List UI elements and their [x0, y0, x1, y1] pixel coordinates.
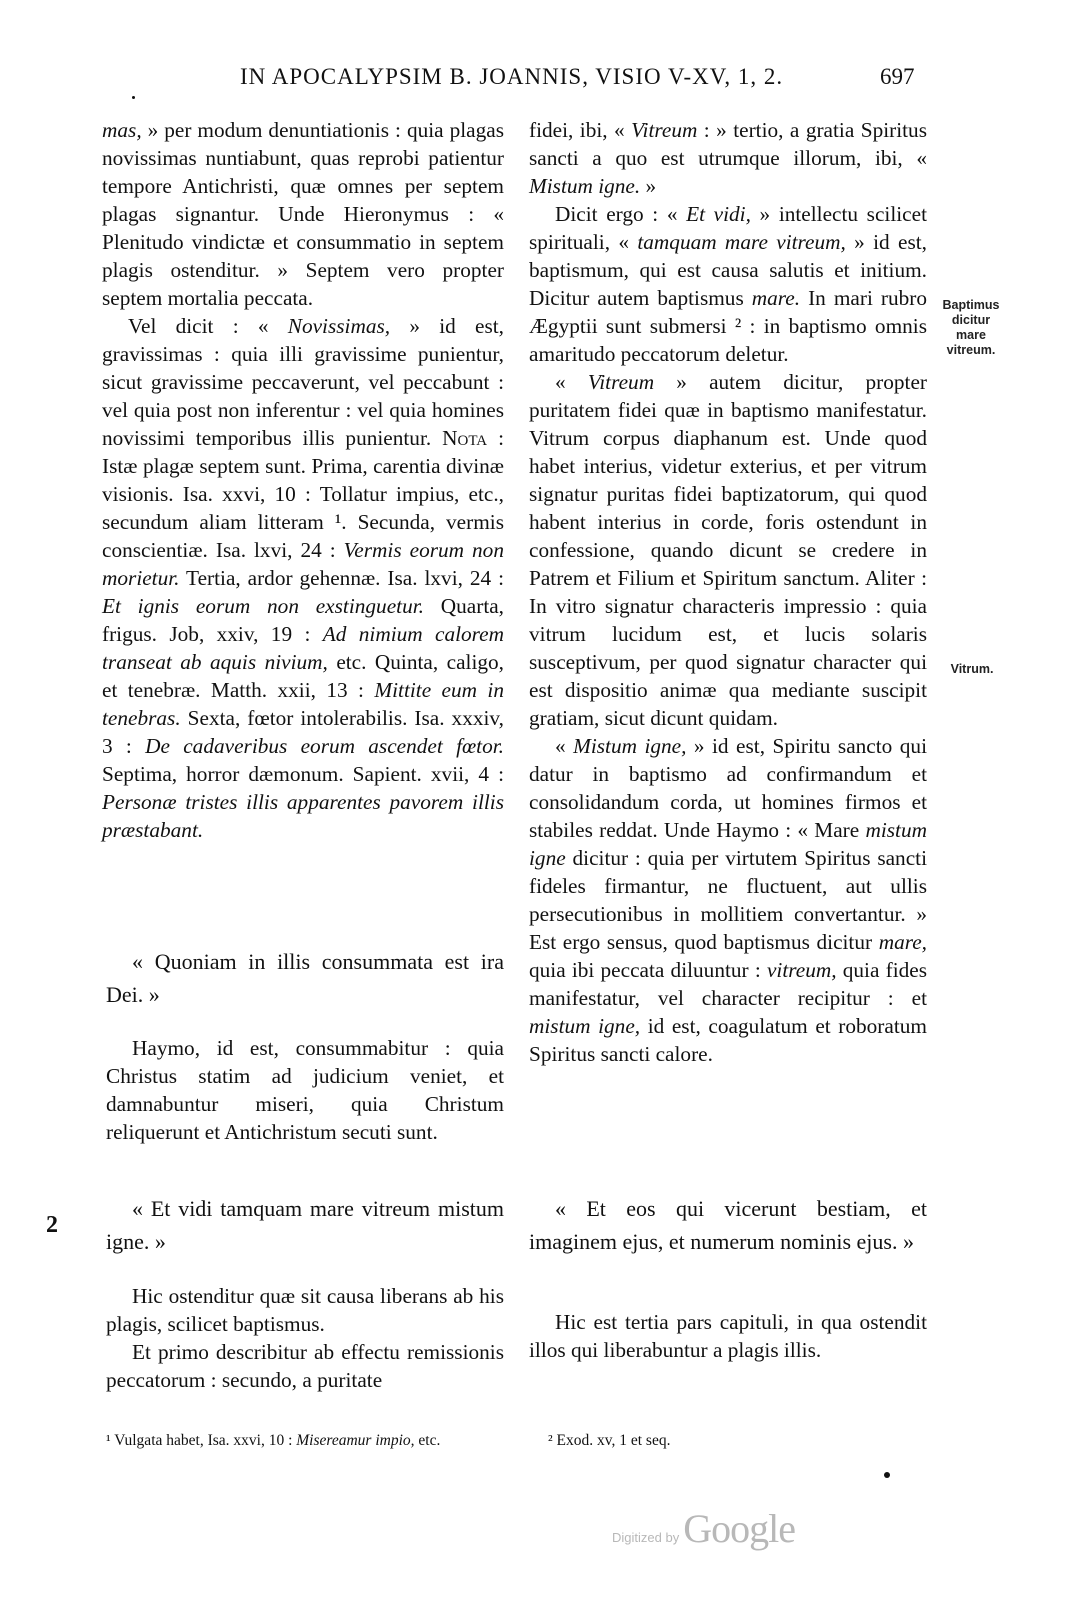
right-paragraph-1: fidei, ibi, « Vitreum : » tertio, a gratia Spiritus sancti a quo est utrumque illorum, ibi, « Mistum igne. » — [529, 118, 927, 198]
margin-note-baptismus: Baptimus dicitur mare vitreum. — [942, 298, 1000, 357]
left-paragraph-2: Vel dicit : « Novissimas, » id est, gravissimas : quia illi gravissime punientur, sicut gravissime peccaverunt, vel peccabunt : vel quia post non inferentur : vel quia homines novissimi temporibus illis punientur. Nota : Istæ plagæ septem sunt. Prima, carentia divinæ visionis. Isa. xxvi, 10 : Tollatur impius, etc., secundum aliam litteram ¹. Secunda, vermis conscientiæ. Isa. lxvi, 24 : Vermis eorum non morietur. Tertia, ardor gehennæ. Isa. lxvi, 24 : Et ignis eorum non exstinguetur. Quarta, frigus. Job, xxiv, 19 : Ad nimium calorem transeat ab aquis nivium, etc. Quinta, caligo, et tenebræ. Matth. xxii, 13 : Mittite eum in tenebras. Sexta, fœtor intolerabilis. Isa. xxxiv, 3 : De cadaveribus eorum ascendet fœtor. Septima, horror dæmonum. Sapient. xvii, 4 : Personæ tristes illis apparentes pavorem illis præstabant. — [102, 314, 505, 842]
google-logo: Google — [683, 1506, 795, 1551]
ink-speck — [132, 96, 135, 99]
running-header: IN APOCALYPSIM B. JOANNIS, VISIO V-XV, 1, 2. — [240, 64, 784, 89]
scripture-quote-mare-vitreum: « Et vidi tamquam mare vitreum mistum igne. » — [106, 1196, 504, 1254]
left-paragraph-1: mas, » per modum denuntiationis : quia plagas novissimas nuntiabunt, quas reprobi patientur tempore Antichristi, quæ omnes per septem plagas signantur. Unde Hieronymus : « Plenitudo vindictæ et consummatio in septem plagis ostenditur. » Septem vero propter septem mortalia peccata. — [102, 118, 504, 310]
margin-note-vitrum: Vitrum. — [950, 662, 994, 676]
verse-number: 2 — [46, 1212, 58, 1238]
haymo-paragraph: Haymo, id est, consummabitur : quia Christus statim ad judicium veniet, et damnabuntur miseri, quia Christum reliquerunt et Antichristum secuti sunt. — [106, 1036, 504, 1144]
scripture-quote-consummata: « Quoniam in illis consummata est ira Dei. » — [106, 949, 504, 1007]
footnote-right: ² Exod. xv, 1 et seq. — [548, 1432, 671, 1449]
right-column-main-text — [529, 116, 927, 1068]
scripture-quote-vicerunt: « Et eos qui vicerunt bestiam, et imaginem ejus, et numerum nominis ejus. » — [529, 1196, 927, 1254]
footnote-left: ¹ Vulgata habet, Isa. xxvi, 10 : Misereamur impio, etc. — [106, 1432, 441, 1449]
left-column-baptismus-text: Hic ostenditur quæ sit causa liberans ab his plagis, scilicet baptismus. Et primo describitur ab effectu remissionis peccatorum : secundo, a puritate — [106, 1284, 504, 1392]
right-paragraph-3: « Vitreum » autem dicitur, propter puritatem fidei quæ in baptismo manifestatur. Vitrum corpus diaphanum est. Unde quod habet interius, videtur exterius, et per vitrum signatur puritas fidei baptizatorum, qui quod habent interius in corde, foris ostendunt in confessione, quando dicunt se credere in Patrem et Filium et Spiritum sanctum. Aliter : In vitro signatur characteris impressio : quia vitrum lucidum est, et lucis solaris susceptivum, per quod signatur character qui est dispositio animæ qua mediante suscipit gratiam, sicut dicunt quidam. — [529, 370, 927, 730]
watermark-prefix: Digitized by — [612, 1530, 680, 1545]
ink-dot — [884, 1472, 890, 1478]
left-column-main-text — [102, 116, 504, 844]
digitized-watermark — [612, 1505, 795, 1552]
right-paragraph-4: « Mistum igne, » id est, Spiritu sancto qui datur in baptismo ad confirmandum et consolidandum corda, ut homines firmos et stabiles reddat. Unde Haymo : « Mare mistum igne dicitur : quia per virtutem Spiritus sancti fideles firmantur, ne fluctuent, aut ullis persecutionibus in mollitiem convertantur. » Est ergo sensus, quod baptismus dicitur mare, quia ibi peccata diluuntur : vitreum, quia fides manifestatur, vel character recipitur : et mistum igne, id est, coagulatum et roboratum Spiritus sancti calore. — [529, 734, 927, 1066]
right-column-tertia-pars: Hic est tertia pars capituli, in qua ostendit illos qui liberabuntur a plagis illis. — [529, 1310, 927, 1362]
right-paragraph-2: Dicit ergo : « Et vidi, » intellectu scilicet spirituali, « tamquam mare vitreum, » id est, baptismum, qui est causa salutis et initium. Dicitur autem baptismus mare. In mari rubro Ægyptii sunt submersi ² : in baptismo omnis amaritudo peccatorum deletur. — [529, 202, 927, 366]
page-number: 697 — [880, 64, 915, 89]
